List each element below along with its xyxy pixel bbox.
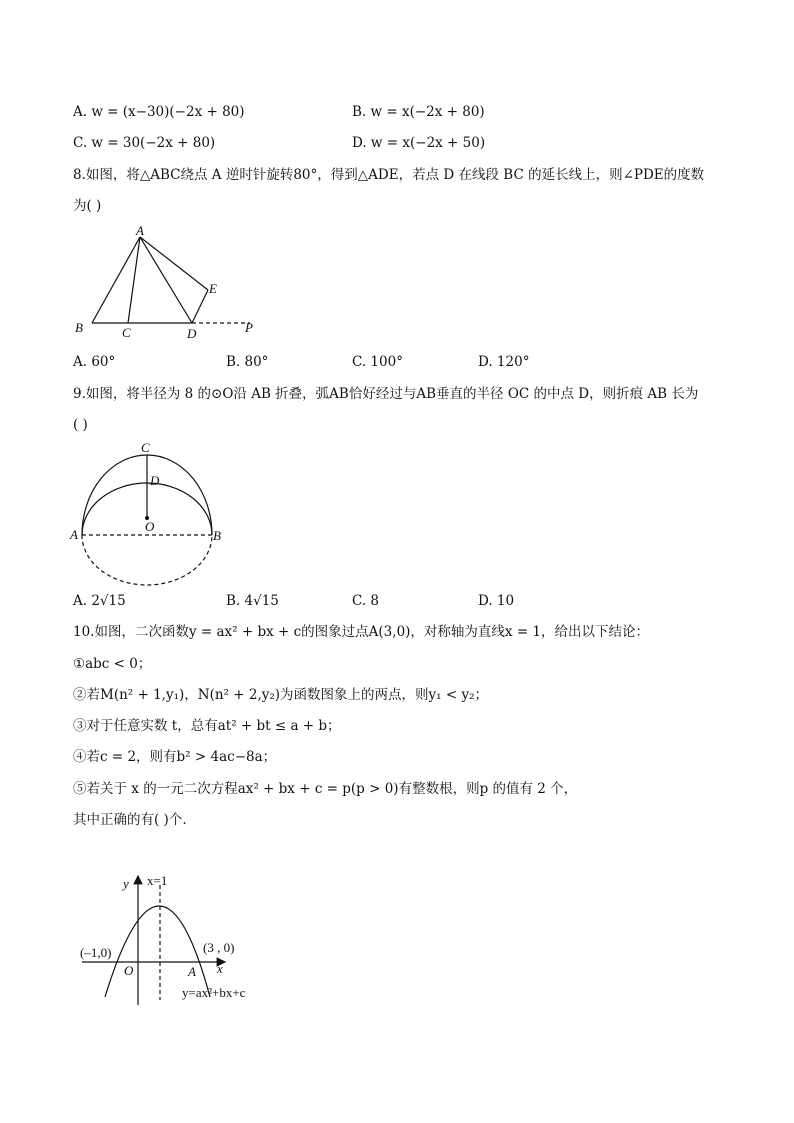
q8-stem-line1: 8.如图，将△ABC绕点 A 逆时针旋转80°，得到△ADE，若点 D 在线段 BC 的延长线上，则∠PDE的度数 [73, 167, 705, 183]
q10-x-axis-label: x [217, 961, 223, 976]
q10-origin-label: O [124, 963, 134, 978]
q8-label-e: E [209, 281, 217, 296]
q10-conclusion-3: ③对于任意实数 t，总有at² + bt ≤ a + b； [73, 718, 341, 734]
q10-conclusion-5: ⑤若关于 x 的一元二次方程ax² + bx + c = p(p > 0)有整数根，则p 的值有 2 个， [73, 781, 578, 797]
q7-option-a: A. w = (x−30)(−2x + 80) [73, 104, 245, 120]
q10-stem: 10.如图，二次函数y = ax² + bx + c的图象过点A(3,0)，对称轴为直线x = 1，给出以下结论： [73, 624, 650, 640]
q9-label-b: B [213, 528, 221, 543]
q7-option-d: D. w = x(−2x + 50) [352, 135, 486, 151]
q10-point-a-label: A [188, 964, 196, 979]
q10-y-axis-label: y [123, 876, 129, 891]
q7-option-c: C. w = 30(−2x + 80) [73, 135, 216, 151]
q10-equation-label: y=ax²+bx+c [182, 985, 246, 1000]
q8-option-a: A. 60° [73, 354, 116, 370]
q10-conclusion-4: ④若c = 2，则有b² > 4ac−8a； [73, 749, 277, 765]
q8-option-d: D. 120° [478, 354, 530, 370]
q10-final-question: 其中正确的有( )个. [73, 812, 187, 828]
q10-right-point-label: (3 , 0) [203, 940, 235, 955]
q8-label-b: B [75, 320, 83, 335]
q9-label-c: C [141, 440, 150, 455]
q8-option-b: B. 80° [226, 354, 269, 370]
q10-symmetry-label: x=1 [147, 873, 168, 888]
q9-label-d: D [150, 473, 160, 488]
q10-conclusion-2: ②若M(n² + 1,y₁)，N(n² + 2,y₂)为函数图象上的两点，则y₁ < y₂； [73, 687, 489, 703]
q10-left-point-label: (–1,0) [80, 945, 112, 960]
q9-stem-line1: 9.如图，将半径为 8 的⊙O沿 AB 折叠，弧AB恰好经过与AB垂直的半径 OC 的中点 D，则折痕 AB 长为 [73, 386, 699, 402]
q8-label-d: D [187, 326, 197, 341]
q10-conclusion-1: ①abc < 0； [73, 656, 152, 672]
q8-label-a: A [136, 223, 144, 238]
q9-option-c: C. 8 [352, 593, 380, 609]
q7-option-b: B. w = x(−2x + 80) [352, 104, 485, 120]
q9-stem-line2: ( ) [73, 417, 88, 433]
q8-option-c: C. 100° [352, 354, 403, 370]
q8-label-p: P [245, 320, 253, 335]
q8-stem-line2: 为( ) [73, 198, 102, 214]
q9-label-o: O [145, 519, 155, 534]
q9-option-b: B. 4√15 [226, 593, 279, 609]
q9-option-d: D. 10 [478, 593, 515, 609]
q8-label-c: C [122, 325, 131, 340]
q9-label-a: A [70, 527, 78, 542]
q9-option-a: A. 2√15 [73, 593, 126, 609]
